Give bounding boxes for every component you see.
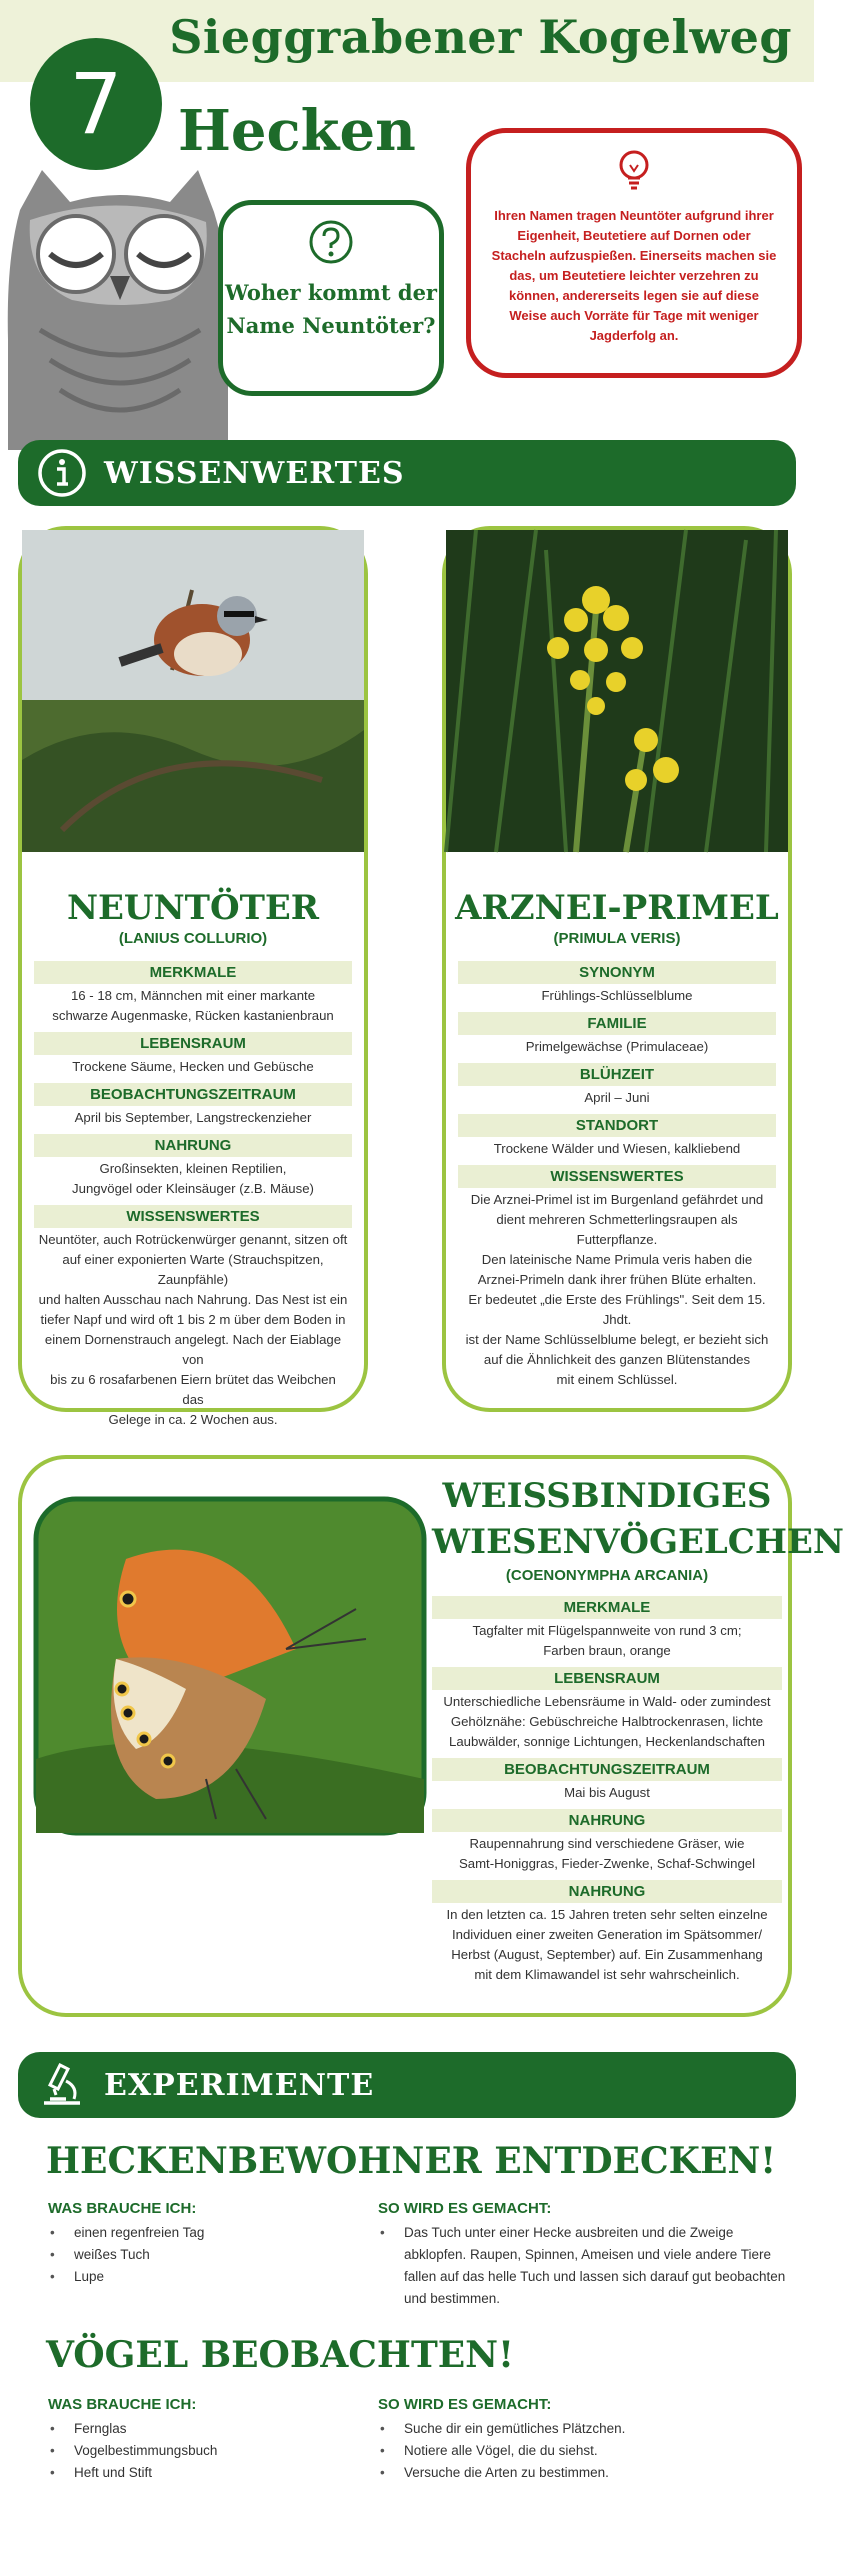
- experimente-bar: [18, 2052, 796, 2118]
- exp1-need-head: WAS BRAUCHE ICH:: [48, 2200, 197, 2217]
- fact-head: MERKMALE: [34, 961, 352, 984]
- list-item: • Heft und Stift: [48, 2462, 348, 2484]
- falter-content: [432, 1473, 844, 1988]
- station-title: Hecken: [178, 98, 416, 164]
- exp2-title: VÖGEL BEOBACHTEN!: [46, 2334, 514, 2376]
- exp1-needs-list: [48, 2222, 348, 2288]
- fact-head: NAHRUNG: [432, 1809, 782, 1832]
- primel-facts: [458, 961, 776, 1393]
- exp2-need-head: WAS BRAUCHE ICH:: [48, 2396, 197, 2413]
- owl-mascot: [0, 150, 240, 450]
- falter-subtitle: (COENONYMPHA ARCANIA): [505, 1567, 709, 1584]
- list-item: • Vogelbestimmungsbuch: [48, 2440, 348, 2462]
- neuntoeter-facts: [34, 961, 352, 1433]
- fact-text: Großinsekten, kleinen Reptilien, Jungvögel oder Kleinsäuger (z.B. Mäuse): [72, 1161, 314, 1196]
- info-icon: [36, 447, 88, 499]
- fact-text: Tagfalter mit Flügelspannweite von rund 3 cm; Farben braun, orange: [472, 1623, 742, 1658]
- fact-text: Frühlings-Schlüsselblume: [541, 988, 693, 1003]
- fact-text: In den letzten ca. 15 Jahren treten sehr selten einzelne Individuen einer zweiten Generation im Spätsommer/ Herbst (August, September) auf. Ein Zusammenhang mit dem Klimawandel ist sehr wahrscheinlich.: [446, 1907, 768, 1982]
- falter-title-line1: WEISSBINDIGES: [442, 1476, 772, 1516]
- answer-text: Ihren Namen tragen Neuntöter aufgrund ihrer Eigenheit, Beutetiere auf Dornen oder Stacheln aufzuspießen. Einerseits machen sie das, um Beutetiere leichter verzehren zu können, andererseits legen sie auf diese Weise auch Vorräte für Tage mit weniger Jagderfolg an.: [491, 208, 777, 343]
- question-text: Woher kommt der Name Neuntöter?: [225, 280, 437, 338]
- fact-head: NAHRUNG: [34, 1134, 352, 1157]
- fact-text: Trockene Säume, Hecken und Gebüsche: [72, 1059, 314, 1074]
- list-item: • einen regenfreien Tag: [48, 2222, 348, 2244]
- primel-subtitle: (PRIMULA VERIS): [553, 930, 681, 947]
- wissenwertes-label: WISSENWERTES: [104, 455, 405, 491]
- list-item: • Versuche die Arten zu bestimmen.: [378, 2462, 798, 2484]
- fact-head: BLÜHZEIT: [458, 1063, 776, 1086]
- fact-text: Raupennahrung sind verschiedene Gräser, wie Samt-Honiggras, Fieder-Zwenke, Schaf-Schwingel: [458, 1836, 756, 1871]
- falter-facts: [432, 1596, 782, 1988]
- fact-text: Primelgewächse (Primulaceae): [525, 1039, 709, 1054]
- card-primel: [442, 526, 792, 1412]
- exp2-needs-list: [48, 2418, 348, 2484]
- falter-photo: [36, 1499, 424, 1833]
- site-title: Sieggrabener Kogelweg: [169, 10, 792, 64]
- exp1-how-head: SO WIRD ES GEMACHT:: [378, 2200, 552, 2217]
- wissenwertes-bar: [18, 440, 796, 506]
- neuntoeter-title: NEUNTÖTER: [66, 888, 320, 928]
- list-item: • Notiere alle Vögel, die du siehst.: [378, 2440, 798, 2462]
- neuntoeter-subtitle: (LANIUS COLLURIO): [118, 930, 268, 947]
- microscope-icon: [36, 2059, 88, 2111]
- list-item: • weißes Tuch: [48, 2244, 348, 2266]
- fact-head: NAHRUNG: [432, 1880, 782, 1903]
- exp1-title: HECKENBEWOHNER ENTDECKEN!: [46, 2140, 777, 2182]
- card-falter: [18, 1455, 844, 2017]
- question-icon: [308, 219, 354, 265]
- fact-text: 16 - 18 cm, Männchen mit einer markante schwarze Augenmaske, Rücken kastanienbraun: [52, 988, 334, 1023]
- fact-head: BEOBACHTUNGSZEITRAUM: [34, 1083, 352, 1106]
- fact-head: BEOBACHTUNGSZEITRAUM: [432, 1758, 782, 1781]
- fact-text: Mai bis August: [564, 1785, 650, 1800]
- exp2-steps-list: [378, 2418, 798, 2484]
- fact-text: Die Arznei-Primel ist im Burgenland gefährdet und dient mehreren Schmetterlingsraupen als Futterpflanze. Den lateinische Name Primula veris haben die Arznei-Primeln dank ihrer frühen Blüte erhalten. Er bedeutet „die Erste des Frühlings". Seit dem 15. Jhdt. ist der Name Schlüsselblume belegt, er bezieht sich auf die Ähnlichkeit des ganzen Blütenstandes mit einem Schlüssel.: [465, 1192, 769, 1387]
- list-item: • Fernglas: [48, 2418, 348, 2440]
- fact-text: April bis September, Langstreckenzieher: [74, 1110, 312, 1125]
- exp2-how-head: SO WIRD ES GEMACHT:: [378, 2396, 552, 2413]
- question-bubble: [218, 200, 444, 396]
- fact-head: FAMILIE: [458, 1012, 776, 1035]
- primel-title: ARZNEI-PRIMEL: [455, 888, 779, 928]
- experimente-label: EXPERIMENTE: [104, 2067, 375, 2103]
- fact-head: WISSENSWERTES: [458, 1165, 776, 1188]
- fact-head: SYNONYM: [458, 961, 776, 984]
- primel-photo: [446, 530, 788, 852]
- station-number: 7: [30, 38, 162, 170]
- fact-head: LEBENSRAUM: [34, 1032, 352, 1055]
- falter-title-line2: WIESENVÖGELCHEN: [432, 1522, 844, 1562]
- list-item: • Das Tuch unter einer Hecke ausbreiten und die Zweige abklopfen. Raupen, Spinnen, Ameisen und viele andere Tiere fallen auf das helle Tuch und lassen sich darauf gut beobachten und bestimmen.: [378, 2222, 798, 2310]
- fact-head: LEBENSRAUM: [432, 1667, 782, 1690]
- list-item: • Lupe: [48, 2266, 348, 2288]
- neuntoeter-photo: [22, 530, 364, 852]
- fact-text: Unterschiedliche Lebensräume in Wald- oder zumindest Gehölznähe: Gebüschreiche Halbtrockenrasen, lichte Laubwälder, sonnige Lichtungen, Heckenlandschaften: [443, 1694, 771, 1749]
- card-neuntoeter: [18, 526, 368, 1427]
- fact-text: Neuntöter, auch Rotrückenwürger genannt, sitzen oft auf einer exponierten Warte (Strauchspitzen, Zaunpfähle) und halten Ausschau nach Nahrung. Das Nest ist ein tiefer Napf und wird oft 1 bis 2 m über dem Boden in einem Dornenstrauch angelegt. Nach der Eiablage von bis zu 6 rosafarbenen Eiern brütet das Weibchen das Gelege in ca. 2 Wochen aus.: [38, 1232, 348, 1427]
- fact-head: STANDORT: [458, 1114, 776, 1137]
- lightbulb-icon: [617, 149, 651, 193]
- exp1-steps-list: [378, 2222, 798, 2310]
- answer-bubble: [466, 128, 802, 378]
- list-item: • Suche dir ein gemütliches Plätzchen.: [378, 2418, 798, 2440]
- fact-text: April – Juni: [584, 1090, 650, 1105]
- fact-text: Trockene Wälder und Wiesen, kalkliebend: [493, 1141, 741, 1156]
- fact-head: MERKMALE: [432, 1596, 782, 1619]
- fact-head: WISSENSWERTES: [34, 1205, 352, 1228]
